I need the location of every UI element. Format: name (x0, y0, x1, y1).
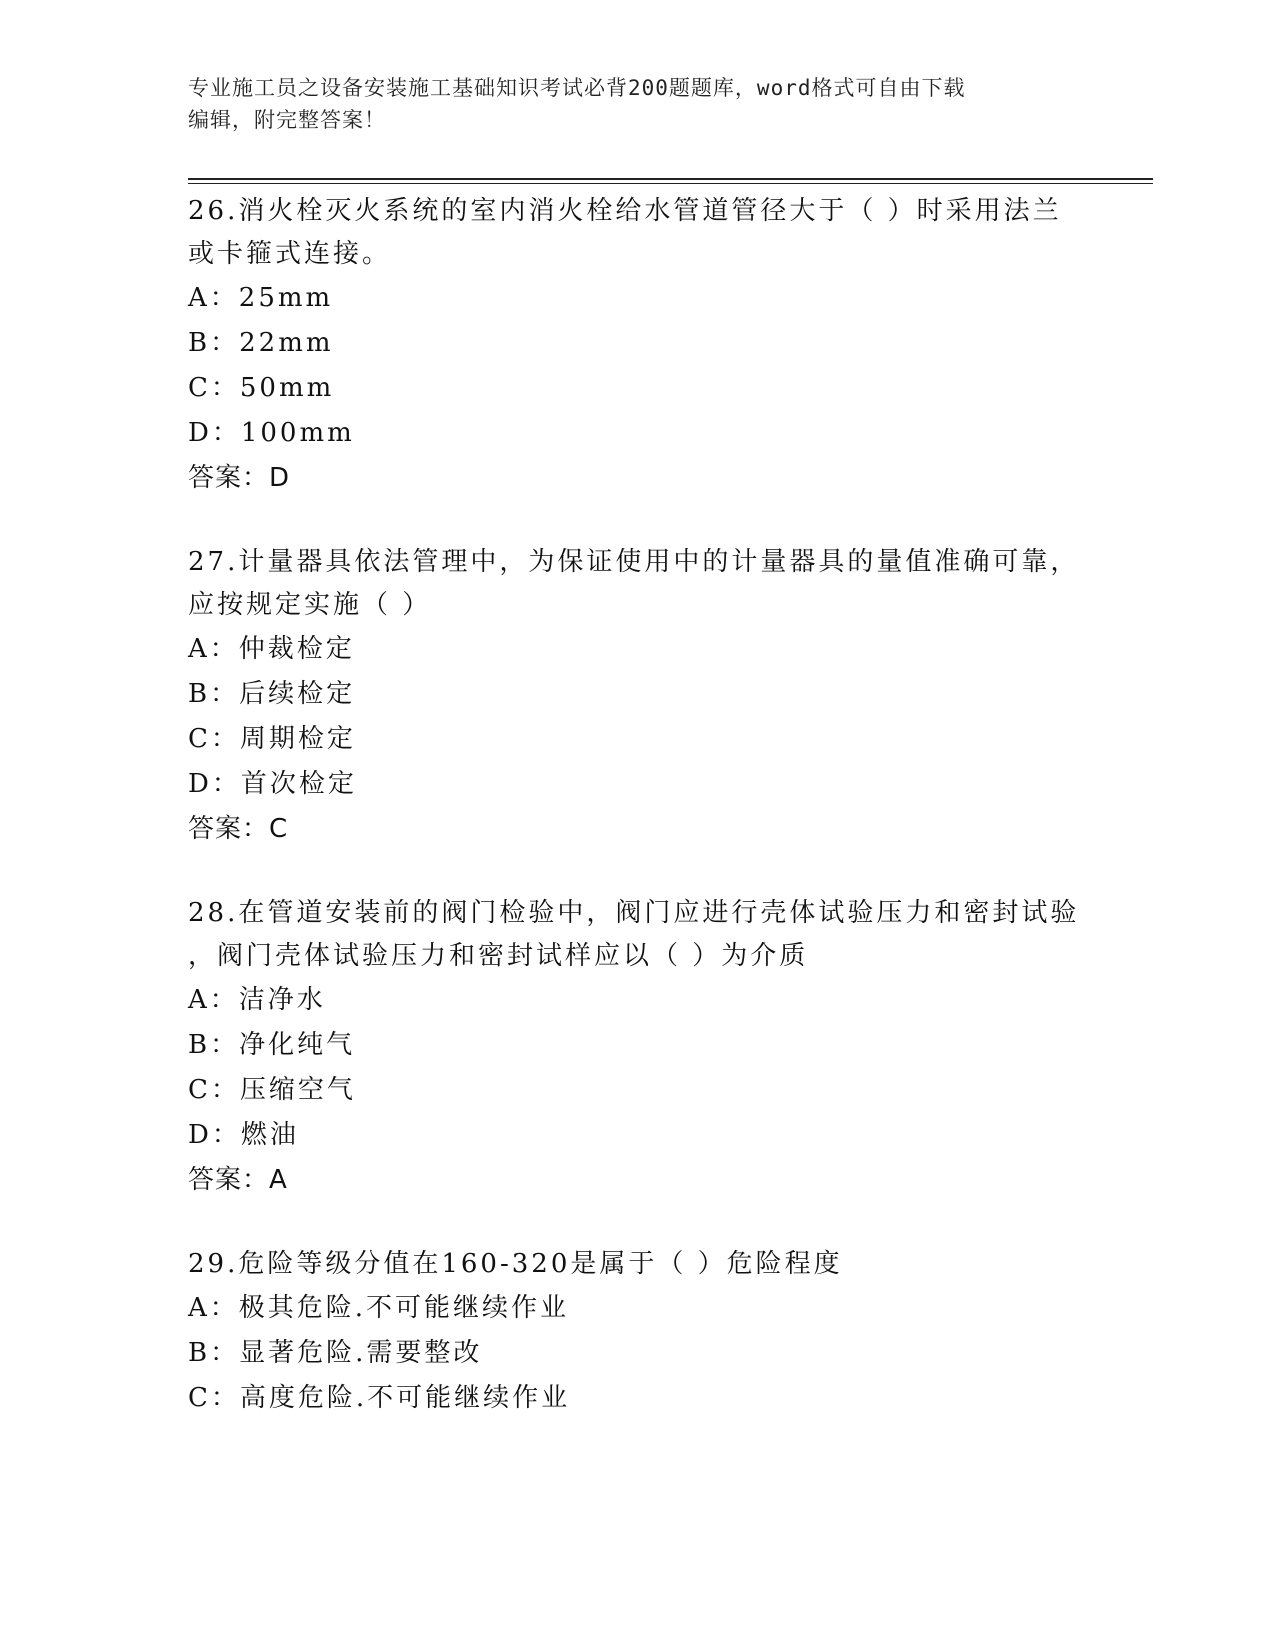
header-line-2: 编辑，附完整答案！ (188, 108, 386, 132)
option-c: C：压缩空气 (188, 1075, 356, 1105)
question-stem-line-1: 27.计量器具依法管理中，为保证使用中的计量器具的量值准确可靠， (188, 547, 1080, 577)
option-d: D：燃油 (188, 1120, 299, 1150)
question-29 (188, 1243, 1088, 1421)
option-a: A：极其危险.不可能继续作业 (188, 1293, 570, 1323)
question-28 (188, 892, 1088, 1203)
header-divider-thick (188, 178, 1153, 180)
question-stem-line-2: 或卡箍式连接。 (188, 239, 392, 269)
question-stem-line-2: 应按规定实施（ ） (188, 590, 432, 620)
header-divider-thin (188, 183, 1153, 184)
option-b: B：22mm (188, 328, 334, 358)
question-stem-line-2: ，阀门壳体试验压力和密封试样应以（ ）为介质 (188, 941, 809, 971)
answer-line: 答案：A (188, 1165, 288, 1195)
option-c: C：周期检定 (188, 724, 356, 754)
option-a: A：仲裁检定 (188, 634, 355, 664)
option-b: B：净化纯气 (188, 1030, 356, 1060)
answer-line: 答案：C (188, 814, 289, 844)
question-list (188, 190, 1088, 1461)
option-a: A：洁净水 (188, 985, 326, 1015)
option-b: B：显著危险.需要整改 (188, 1338, 483, 1368)
option-b: B：后续检定 (188, 679, 356, 709)
answer-line: 答案：D (188, 463, 291, 493)
option-c: C：50mm (188, 373, 335, 403)
option-c: C：高度危险.不可能继续作业 (188, 1383, 571, 1413)
question-stem-line-1: 28.在管道安装前的阀门检验中，阀门应进行壳体试验压力和密封试验 (188, 898, 1080, 928)
question-26 (188, 190, 1088, 501)
question-27 (188, 541, 1088, 852)
header-line-1: 专业施工员之设备安装施工基础知识考试必背200题题库，word格式可自由下载 (188, 76, 966, 100)
document-header (188, 72, 1068, 136)
option-d: D：100mm (188, 418, 355, 448)
option-d: D：首次检定 (188, 769, 357, 799)
question-stem-line-1: 26.消火栓灭火系统的室内消火栓给水管道管径大于（ ）时采用法兰 (188, 196, 1062, 226)
question-stem-line-1: 29.危险等级分值在160-320是属于（ ）危险程度 (188, 1249, 843, 1279)
option-a: A：25mm (188, 283, 334, 313)
